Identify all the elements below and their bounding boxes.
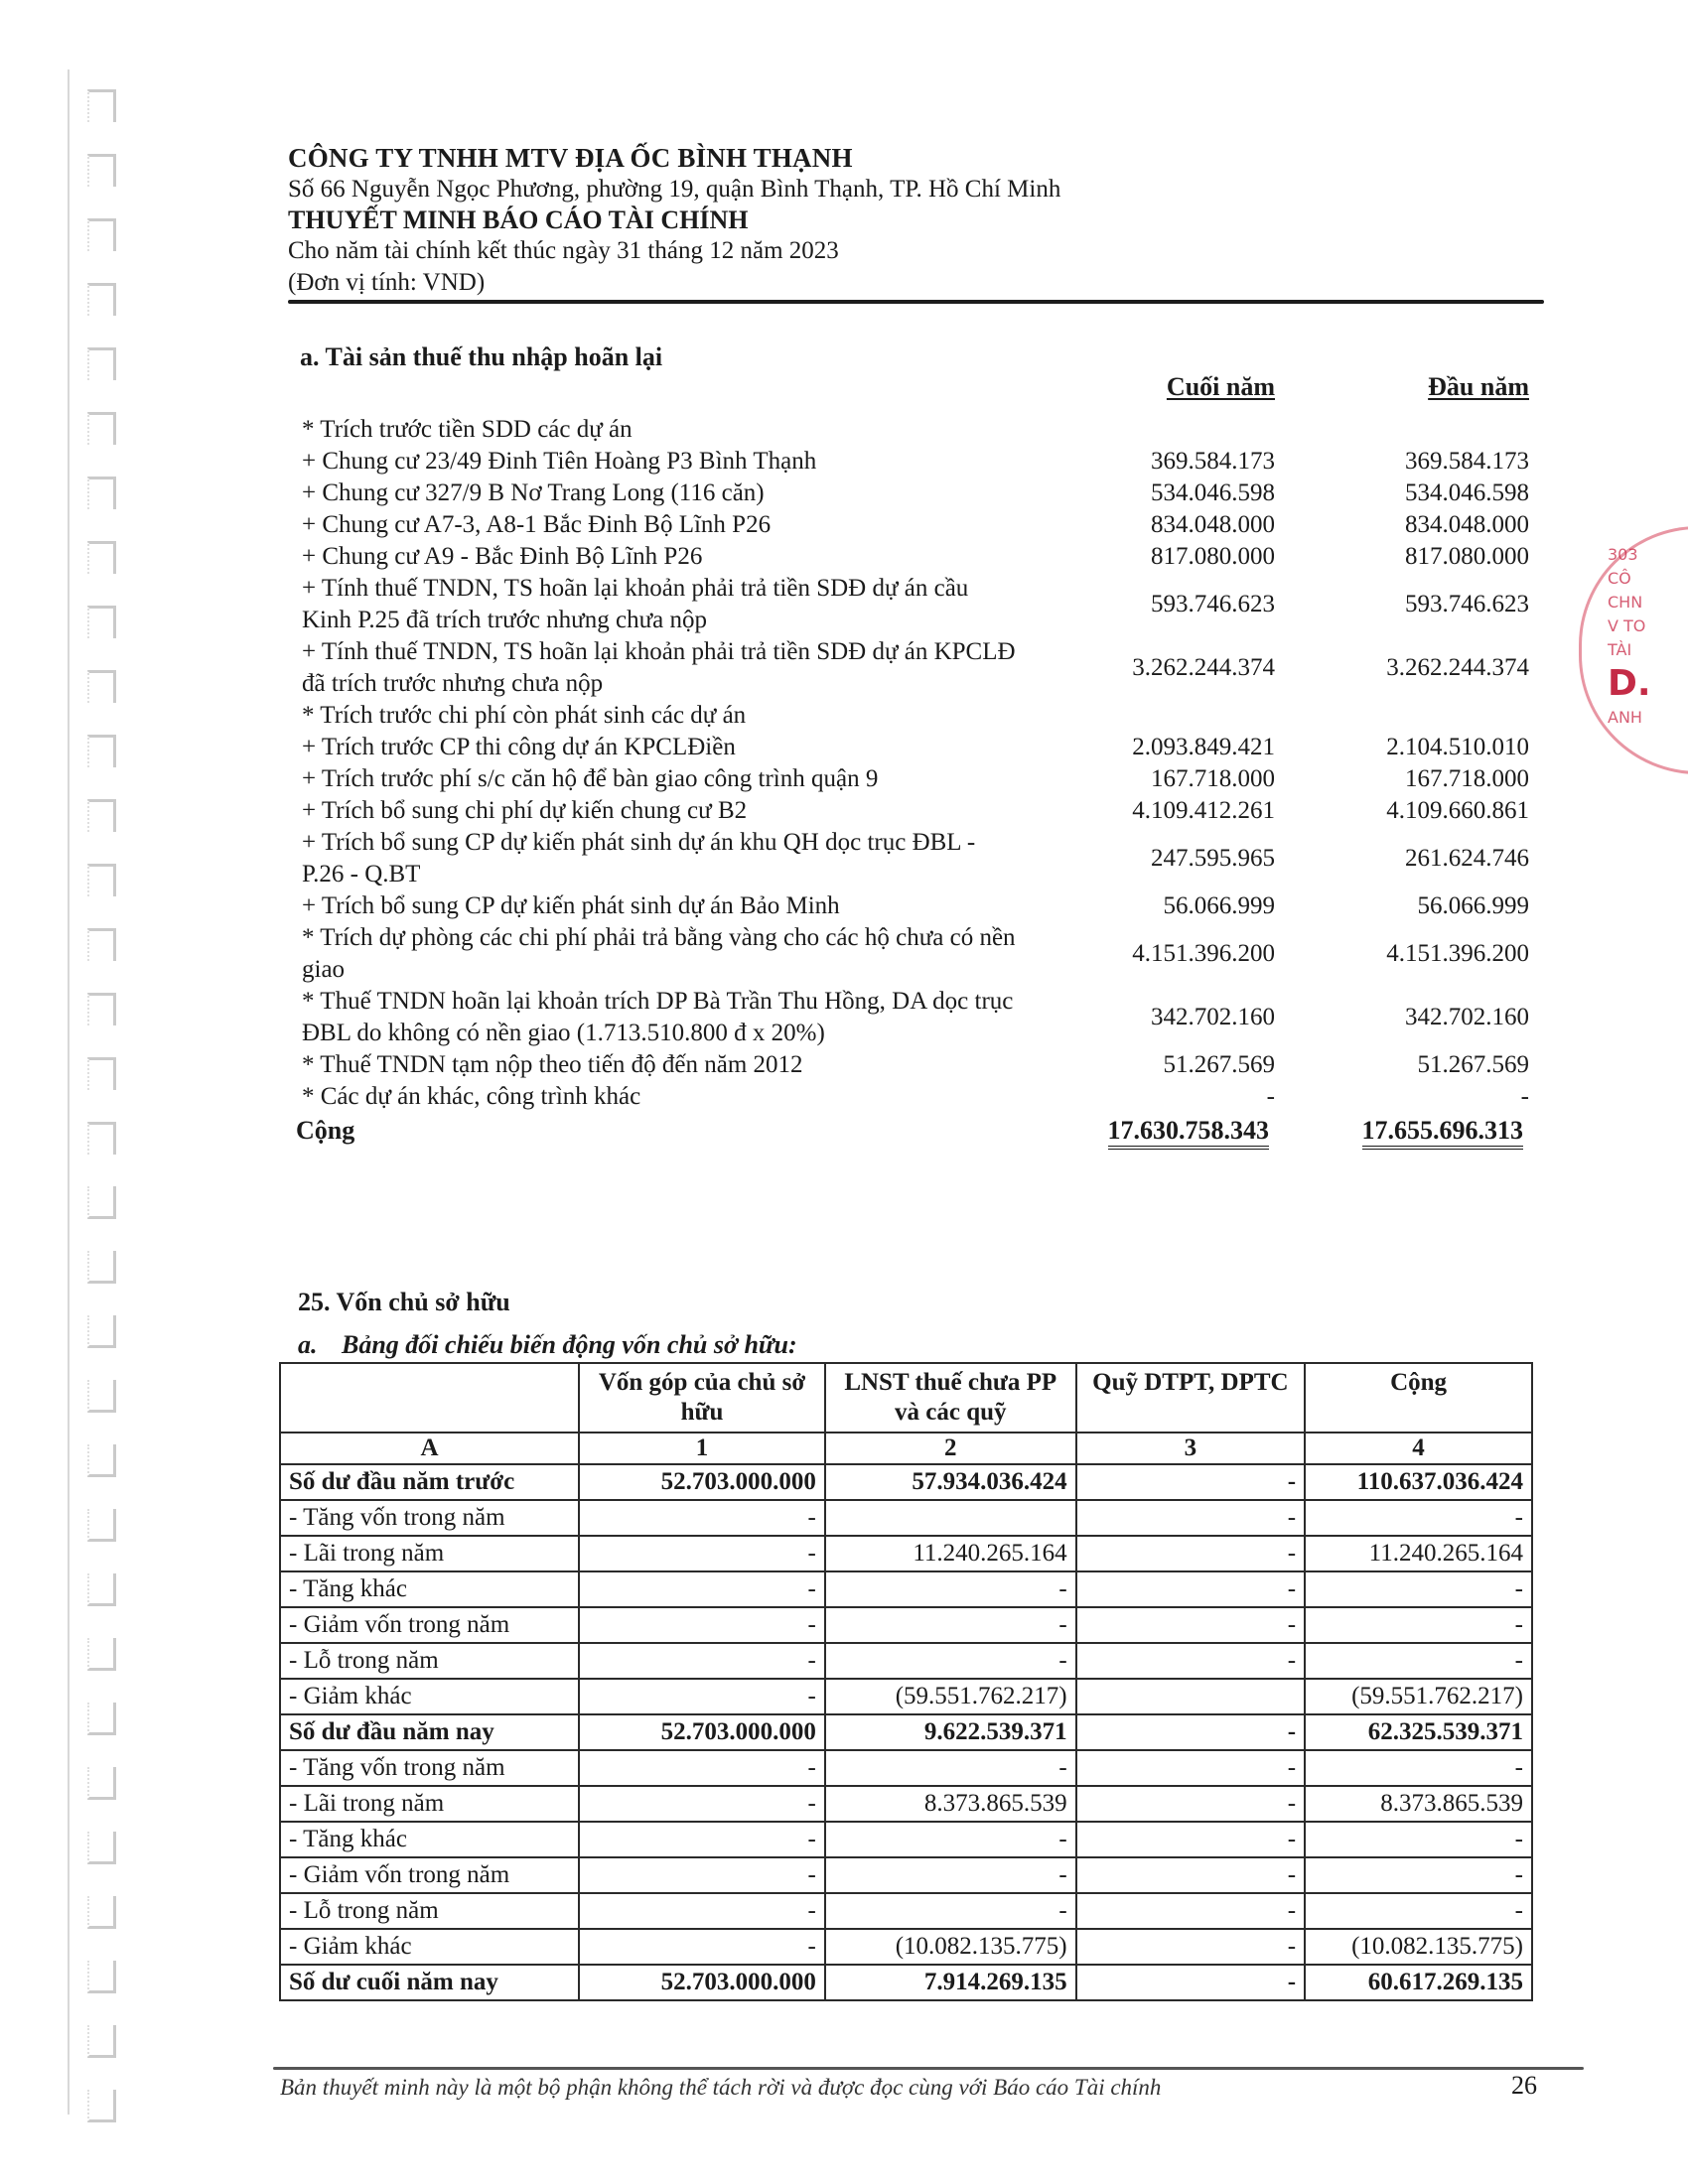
table-cell: -	[1076, 1822, 1305, 1857]
line-item-label: * Trích trước tiền SDD các dự án	[302, 416, 633, 443]
company-name: CÔNG TY TNHH MTV ĐỊA ỐC BÌNH THẠNH	[288, 143, 853, 173]
line-item	[300, 732, 1531, 763]
table-row	[280, 1822, 1532, 1857]
binding-hole-icon	[87, 89, 116, 122]
table-cell: -	[825, 1750, 1076, 1786]
line-item-end-value: 56.066.999	[1163, 892, 1275, 919]
line-item-begin-value: 817.080.000	[1405, 543, 1529, 570]
table-row	[280, 1893, 1532, 1929]
footer-note: Bản thuyết minh này là một bộ phận không thể tách rời và được đọc cùng với Báo cáo Tài chính	[280, 2075, 1162, 2100]
index-cell: 2	[825, 1433, 1076, 1464]
line-item-begin-value: 3.262.244.374	[1386, 654, 1529, 681]
row-label: - Tăng vốn trong năm	[280, 1750, 579, 1786]
line-item-label: * Trích trước chi phí còn phát sinh các dự án	[302, 702, 747, 729]
binding-hole-icon	[87, 477, 116, 509]
table-cell: -	[1076, 1857, 1305, 1893]
table-cell: -	[1305, 1893, 1532, 1929]
table-cell: -	[579, 1643, 825, 1679]
line-item-end-value: 167.718.000	[1151, 765, 1275, 792]
binding-hole-icon	[87, 1896, 116, 1929]
table-cell: 62.325.539.371	[1305, 1714, 1532, 1750]
table-cell: -	[1076, 1714, 1305, 1750]
binding-hole-icon	[87, 735, 116, 767]
deferred-tax-items	[296, 414, 1531, 1147]
equity-subsection-title	[298, 1330, 797, 1360]
index-cell: 3	[1076, 1433, 1305, 1464]
table-cell: -	[825, 1857, 1076, 1893]
subsection-label: Bảng đối chiếu biến động vốn chủ sở hữu:	[342, 1330, 797, 1359]
table-cell: 7.914.269.135	[825, 1965, 1076, 2000]
column-index-row	[280, 1433, 1532, 1464]
row-label: - Giảm khác	[280, 1929, 579, 1965]
line-item	[300, 763, 1531, 795]
table-cell: 57.934.036.424	[825, 1464, 1076, 1500]
binding-hole-icon	[87, 1703, 116, 1735]
line-item	[300, 636, 1531, 700]
table-row	[280, 1965, 1532, 2000]
table-cell: -	[1076, 1536, 1305, 1571]
line-item-label: + Chung cư A7-3, A8-1 Bắc Đinh Bộ Lĩnh P26	[302, 511, 772, 538]
line-item	[300, 414, 1531, 446]
line-item-begin-value: 2.104.510.010	[1386, 734, 1529, 760]
line-item-label: * Thuế TNDN hoãn lại khoản trích DP Bà Trần Thu Hồng, DA dọc trục ĐBL do không có nền giao (1.713.510.800 đ x 20%)	[302, 988, 1014, 1046]
line-item-end-value: 3.262.244.374	[1132, 654, 1275, 681]
table-cell: -	[825, 1643, 1076, 1679]
binding-hole-icon	[87, 347, 116, 380]
table-cell: -	[825, 1607, 1076, 1643]
binding-hole-icon	[87, 1767, 116, 1800]
table-cell: 110.637.036.424	[1305, 1464, 1532, 1500]
total-begin-value: 17.655.696.313	[1362, 1116, 1524, 1150]
table-cell: -	[579, 1750, 825, 1786]
binding-holes	[87, 89, 116, 2154]
table-cell: -	[1305, 1643, 1532, 1679]
line-item-label: + Trích trước CP thi công dự án KPCLĐiền	[302, 734, 736, 760]
binding-hole-icon	[87, 541, 116, 574]
index-cell: 1	[579, 1433, 825, 1464]
table-cell: -	[1305, 1822, 1532, 1857]
table-cell: (59.551.762.217)	[825, 1679, 1076, 1714]
row-label: Số dư đầu năm trước	[280, 1464, 579, 1500]
table-row	[280, 1607, 1532, 1643]
line-item	[300, 922, 1531, 986]
row-label: - Tăng khác	[280, 1822, 579, 1857]
binding-hole-icon	[87, 412, 116, 445]
line-item-begin-value: 342.702.160	[1405, 1004, 1529, 1030]
index-cell: 4	[1305, 1433, 1532, 1464]
total-row	[296, 1115, 1531, 1147]
table-row	[280, 1571, 1532, 1607]
table-cell: -	[579, 1857, 825, 1893]
row-label: - Lỗ trong năm	[280, 1643, 579, 1679]
line-item-label: * Các dự án khác, công trình khác	[302, 1083, 641, 1110]
total-end-value: 17.630.758.343	[1108, 1116, 1270, 1150]
binding-hole-icon	[87, 1509, 116, 1542]
line-item-end-value: 4.151.396.200	[1132, 940, 1275, 967]
binding-hole-icon	[87, 993, 116, 1025]
binding-hole-icon	[87, 1057, 116, 1090]
row-label: - Tăng vốn trong năm	[280, 1500, 579, 1536]
index-cell: A	[280, 1433, 579, 1464]
line-item-label: + Trích bổ sung CP dự kiến phát sinh dự án Bảo Minh	[302, 892, 840, 919]
line-item-label: + Chung cư 327/9 B Nơ Trang Long (116 căn)	[302, 479, 765, 506]
table-cell: -	[1076, 1965, 1305, 2000]
line-item	[300, 541, 1531, 573]
stamp-text: D.	[1608, 663, 1651, 704]
table-row	[280, 1750, 1532, 1786]
row-label: - Giảm vốn trong năm	[280, 1857, 579, 1893]
equity-section-title: 25. Vốn chủ sở hữu	[298, 1288, 510, 1316]
table-cell: -	[1076, 1464, 1305, 1500]
table-cell: (10.082.135.775)	[825, 1929, 1076, 1965]
binding-hole-icon	[87, 864, 116, 896]
table-cell: -	[579, 1822, 825, 1857]
table-cell: -	[1076, 1500, 1305, 1536]
currency-unit: (Đơn vị tính: VND)	[288, 269, 486, 296]
row-label: - Giảm vốn trong năm	[280, 1607, 579, 1643]
stamp-text: V TO	[1608, 616, 1646, 635]
line-item-begin-value: 261.624.746	[1405, 845, 1529, 872]
line-item-end-value: 593.746.623	[1151, 591, 1275, 617]
table-header-row	[280, 1363, 1532, 1433]
table-row	[280, 1500, 1532, 1536]
row-label: - Lãi trong năm	[280, 1786, 579, 1822]
report-title: THUYẾT MINH BÁO CÁO TÀI CHÍNH	[288, 205, 749, 234]
table-cell: -	[1076, 1607, 1305, 1643]
company-seal-stamp	[1579, 526, 1688, 774]
table-row	[280, 1643, 1532, 1679]
line-item-begin-value: 167.718.000	[1405, 765, 1529, 792]
table-row	[280, 1857, 1532, 1893]
stamp-text: ANH	[1608, 708, 1642, 727]
column-header-end-of-year: Cuối năm	[1166, 372, 1275, 401]
line-item-begin-value: 51.267.569	[1417, 1051, 1529, 1078]
line-item	[300, 446, 1531, 478]
line-item-label: * Thuế TNDN tạm nộp theo tiến độ đến năm 2012	[302, 1051, 803, 1078]
line-item	[300, 890, 1531, 922]
stamp-text: CÔ	[1608, 569, 1631, 588]
line-item	[300, 1081, 1531, 1113]
line-item	[300, 700, 1531, 732]
line-item-end-value: 4.109.412.261	[1132, 797, 1275, 824]
line-item-label: * Trích dự phòng các chi phí phải trả bằng vàng cho các hộ chưa có nền giao	[302, 924, 1016, 983]
line-item	[300, 509, 1531, 541]
line-item-label: + Chung cư A9 - Bắc Đinh Bộ Lĩnh P26	[302, 543, 703, 570]
binding-hole-icon	[87, 606, 116, 638]
line-item	[300, 478, 1531, 509]
page-number: 26	[1511, 2071, 1537, 2100]
row-label: - Lãi trong năm	[280, 1536, 579, 1571]
binding-hole-icon	[87, 1444, 116, 1477]
header-retained-earnings: LNST thuế chưa PP và các quỹ	[825, 1363, 1076, 1433]
binding-hole-icon	[87, 1380, 116, 1413]
table-cell: -	[825, 1893, 1076, 1929]
header-total: Cộng	[1305, 1363, 1532, 1433]
header-development-fund: Quỹ DTPT, DPTC	[1076, 1363, 1305, 1433]
table-cell: 8.373.865.539	[825, 1786, 1076, 1822]
binding-hole-icon	[87, 1251, 116, 1284]
table-cell: -	[1305, 1857, 1532, 1893]
binding-hole-icon	[87, 1638, 116, 1671]
footer-divider	[273, 2067, 1584, 2070]
line-item-begin-value: 56.066.999	[1417, 892, 1529, 919]
table-cell: -	[1305, 1607, 1532, 1643]
binding-hole-icon	[87, 154, 116, 187]
binding-hole-icon	[87, 1186, 116, 1219]
binding-hole-icon	[87, 1122, 116, 1155]
table-cell: 60.617.269.135	[1305, 1965, 1532, 2000]
table-cell	[825, 1500, 1076, 1536]
line-item-end-value: 2.093.849.421	[1132, 734, 1275, 760]
table-cell: -	[1076, 1893, 1305, 1929]
line-item-label: + Trích bổ sung chi phí dự kiến chung cư B2	[302, 797, 748, 824]
table-cell: -	[1076, 1750, 1305, 1786]
binding-hole-icon	[87, 670, 116, 703]
table-cell: -	[825, 1571, 1076, 1607]
line-item-label: + Trích trước phí s/c căn hộ để bàn giao công trình quận 9	[302, 765, 879, 792]
table-cell: 11.240.265.164	[1305, 1536, 1532, 1571]
table-cell: -	[1305, 1750, 1532, 1786]
table-cell: -	[579, 1536, 825, 1571]
row-label: - Giảm khác	[280, 1679, 579, 1714]
row-label: - Lỗ trong năm	[280, 1893, 579, 1929]
line-item-end-value: -	[1266, 1083, 1275, 1110]
line-item-begin-value: -	[1520, 1083, 1529, 1110]
table-cell: -	[1305, 1571, 1532, 1607]
table-cell: -	[1076, 1643, 1305, 1679]
line-item-label: + Chung cư 23/49 Đinh Tiên Hoàng P3 Bình Thạnh	[302, 448, 817, 475]
table-row	[280, 1464, 1532, 1500]
stamp-text: TÀI	[1608, 640, 1632, 659]
line-item-end-value: 834.048.000	[1151, 511, 1275, 538]
table-row	[280, 1786, 1532, 1822]
binding-hole-icon	[87, 1832, 116, 1864]
line-item-label: + Trích bổ sung CP dự kiến phát sinh dự án khu QH dọc trục ĐBL - P.26 - Q.BT	[302, 829, 976, 887]
line-item	[300, 827, 1531, 890]
table-cell: -	[579, 1571, 825, 1607]
binding-hole-icon	[87, 1961, 116, 1993]
total-label: Cộng	[296, 1116, 355, 1145]
deferred-tax-assets-section	[296, 342, 1531, 1145]
table-cell: -	[579, 1500, 825, 1536]
table-cell: 8.373.865.539	[1305, 1786, 1532, 1822]
binding-hole-icon	[87, 799, 116, 832]
table-cell: -	[579, 1893, 825, 1929]
company-address: Số 66 Nguyễn Ngọc Phương, phường 19, quận Bình Thạnh, TP. Hồ Chí Minh	[288, 176, 1061, 203]
line-item	[300, 573, 1531, 636]
table-cell: -	[825, 1822, 1076, 1857]
binding-hole-icon	[87, 2025, 116, 2058]
table-cell: -	[579, 1679, 825, 1714]
line-item-begin-value: 4.151.396.200	[1386, 940, 1529, 967]
table-cell: 52.703.000.000	[579, 1965, 825, 2000]
document-header	[288, 142, 1544, 298]
line-item-end-value: 342.702.160	[1151, 1004, 1275, 1030]
table-cell: 11.240.265.164	[825, 1536, 1076, 1571]
section-title: a. Tài sản thuế thu nhập hoãn lại	[300, 342, 663, 371]
header-cell	[280, 1363, 579, 1433]
table-cell	[1076, 1679, 1305, 1714]
table-cell: -	[1076, 1786, 1305, 1822]
binding-hole-icon	[87, 218, 116, 251]
table-cell: -	[1076, 1929, 1305, 1965]
line-item-end-value: 247.595.965	[1151, 845, 1275, 872]
line-item-begin-value: 834.048.000	[1405, 511, 1529, 538]
line-item-begin-value: 4.109.660.861	[1386, 797, 1529, 824]
table-cell: -	[579, 1786, 825, 1822]
binding-hole-icon	[87, 1315, 116, 1348]
table-cell: -	[1076, 1571, 1305, 1607]
table-row	[280, 1536, 1532, 1571]
table-cell: (59.551.762.217)	[1305, 1679, 1532, 1714]
row-label: Số dư đầu năm nay	[280, 1714, 579, 1750]
table-cell: -	[579, 1607, 825, 1643]
binding-edge-line	[68, 69, 70, 2115]
table-cell: 9.622.539.371	[825, 1714, 1076, 1750]
report-period: Cho năm tài chính kết thúc ngày 31 tháng 12 năm 2023	[288, 237, 839, 264]
stamp-text: CHN	[1608, 593, 1643, 612]
table-row	[280, 1714, 1532, 1750]
row-label: Số dư cuối năm nay	[280, 1965, 579, 2000]
table-cell: 52.703.000.000	[579, 1714, 825, 1750]
line-item	[300, 795, 1531, 827]
column-header-beginning-of-year: Đầu năm	[1428, 372, 1529, 401]
binding-hole-icon	[87, 928, 116, 961]
table-cell: -	[1305, 1500, 1532, 1536]
line-item-end-value: 534.046.598	[1151, 479, 1275, 506]
line-item-label: + Tính thuế TNDN, TS hoãn lại khoản phải trả tiền SDĐ dự án cầu Kinh P.25 đã trích trước nhưng chưa nộp	[302, 575, 969, 633]
header-divider	[288, 300, 1544, 304]
equity-reconciliation-table	[279, 1362, 1533, 2001]
table-row	[280, 1679, 1532, 1714]
line-item-begin-value: 369.584.173	[1405, 448, 1529, 475]
table-cell: -	[579, 1929, 825, 1965]
binding-hole-icon	[87, 283, 116, 316]
line-item-label: + Tính thuế TNDN, TS hoãn lại khoản phải trả tiền SDĐ dự án KPCLĐ đã trích trước nhưng chưa nộp	[302, 638, 1016, 697]
stamp-text: 303	[1608, 545, 1638, 564]
table-row	[280, 1929, 1532, 1965]
line-item-end-value: 51.267.569	[1163, 1051, 1275, 1078]
binding-hole-icon	[87, 2090, 116, 2122]
line-item-end-value: 369.584.173	[1151, 448, 1275, 475]
table-cell: (10.082.135.775)	[1305, 1929, 1532, 1965]
line-item-begin-value: 534.046.598	[1405, 479, 1529, 506]
row-label: - Tăng khác	[280, 1571, 579, 1607]
header-owner-capital: Vốn góp của chủ sở hữu	[579, 1363, 825, 1433]
binding-hole-icon	[87, 1573, 116, 1606]
line-item-end-value: 817.080.000	[1151, 543, 1275, 570]
subsection-number: a.	[298, 1330, 318, 1359]
line-item-begin-value: 593.746.623	[1405, 591, 1529, 617]
line-item	[300, 986, 1531, 1049]
line-item	[300, 1049, 1531, 1081]
table-cell: 52.703.000.000	[579, 1464, 825, 1500]
